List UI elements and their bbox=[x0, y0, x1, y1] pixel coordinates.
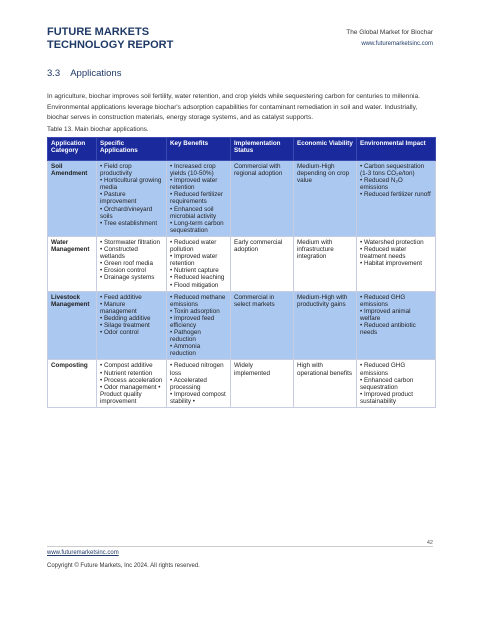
table-row bbox=[48, 360, 436, 408]
section-heading bbox=[47, 68, 121, 79]
list-item: • Stormwater filtration bbox=[100, 238, 160, 246]
list-item: • Silage treatment bbox=[100, 321, 150, 329]
document-title: The Global Market for Biochar bbox=[346, 29, 433, 36]
list-item: • Ammonia reduction bbox=[170, 343, 201, 358]
section-number: 3.3 bbox=[47, 68, 61, 79]
list-item: • Improved animal welfare bbox=[360, 307, 411, 322]
list-item: • Bedding additive bbox=[100, 314, 151, 322]
list-item: • Horticultural growing media bbox=[100, 177, 162, 192]
cell-impact bbox=[357, 291, 436, 360]
cell-applications bbox=[97, 161, 167, 237]
list-item: • Reduced GHG emissions bbox=[360, 293, 406, 308]
list-item: • Watershed protection bbox=[360, 238, 424, 246]
list-item: • Reduced fertilizer requirements bbox=[170, 191, 223, 206]
cell-status: Commercial with regional adoption bbox=[231, 161, 294, 237]
list-item: • Orchard/vineyard soils bbox=[100, 205, 153, 220]
cell-status: Early commercial adoption bbox=[231, 236, 294, 291]
list-item: • Pasture improvement bbox=[100, 191, 137, 206]
header-applications: Specific Applications bbox=[97, 138, 167, 161]
list-item: • Tree establishment bbox=[100, 219, 158, 227]
cell-applications bbox=[97, 360, 167, 408]
cell-applications bbox=[97, 236, 167, 291]
footer-website-link[interactable]: www.futuremarketsinc.com bbox=[47, 550, 119, 556]
list-item: • Manure management bbox=[100, 300, 137, 315]
list-item: • Compost additive bbox=[100, 362, 153, 370]
list-item: • Reduced water pollution bbox=[170, 238, 217, 254]
table-row bbox=[48, 161, 436, 237]
table-header-row bbox=[48, 138, 436, 161]
cell-viability: High with operational benefits bbox=[294, 360, 357, 408]
list-item: • Habitat improvement bbox=[360, 260, 423, 268]
brand-line-2: TECHNOLOGY REPORT bbox=[47, 39, 174, 51]
header-impact: Environmental Impact bbox=[357, 138, 436, 161]
page-number: 42 bbox=[426, 540, 433, 546]
list-item: • Reduced GHG emissions bbox=[360, 362, 406, 377]
list-item: • Green roof media bbox=[100, 260, 153, 268]
list-item: • Odor control bbox=[100, 329, 139, 337]
list-item: • Improved compost stability • bbox=[170, 390, 226, 405]
page-header bbox=[47, 26, 433, 52]
cell-impact bbox=[357, 161, 436, 237]
list-item: • Pathogen reduction bbox=[170, 329, 201, 344]
cell-benefits bbox=[167, 360, 231, 408]
cell-category: Water Management bbox=[48, 236, 97, 291]
cell-viability: Medium-High with productivity gains bbox=[294, 291, 357, 360]
cell-viability: Medium-High depending on crop value bbox=[294, 161, 357, 237]
list-item: • Enhanced soil microbial activity bbox=[170, 205, 217, 220]
list-item: • Carbon sequestration (1-3 tons CO₂e/ton) bbox=[360, 163, 425, 178]
cell-impact bbox=[357, 236, 436, 291]
list-item: • Flood mitigation bbox=[170, 281, 219, 289]
list-item: • Field crop productivity bbox=[100, 163, 132, 178]
cell-benefits bbox=[167, 236, 231, 291]
list-item: • Reduced fertilizer runoff bbox=[360, 191, 431, 199]
header-viability: Economic Viability bbox=[294, 138, 357, 161]
table-caption: Table 13. Main biochar applications. bbox=[47, 126, 149, 133]
list-item: • Reduced N₂O emissions bbox=[360, 177, 403, 192]
list-item: • Toxin adsorption bbox=[170, 307, 220, 315]
list-item: • Reduced leaching bbox=[170, 274, 225, 282]
list-item: • Nutrient retention bbox=[100, 369, 153, 377]
cell-applications bbox=[97, 291, 167, 360]
intro-paragraph: In agriculture, biochar improves soil fertility, water retention, and crop yields while sequestering carbon for centuries to millennia. Environmental applications leverage biochar's adsorption capabilities for contaminant remediation in soil and water. Industrially, biochar serves in construction materials, energy storage systems, and as catalyst supports. bbox=[47, 93, 420, 121]
header-category: Application Category bbox=[48, 138, 97, 161]
footer-divider bbox=[47, 546, 433, 547]
copyright-notice: Copyright © Future Markets, Inc 2024. All rights reserved. bbox=[47, 563, 200, 569]
list-item: • Reduced methane emissions bbox=[170, 293, 226, 308]
cell-benefits bbox=[167, 291, 231, 360]
list-item: • Nutrient capture bbox=[170, 267, 219, 275]
list-item: • Improved feed efficiency bbox=[170, 314, 215, 329]
applications-table bbox=[47, 137, 436, 408]
header-status: Implementation Status bbox=[231, 138, 294, 161]
list-item: • Erosion control bbox=[100, 267, 146, 275]
cell-status: Commercial in select markets bbox=[231, 291, 294, 360]
list-item: • Odor management • Product quality improvement bbox=[100, 383, 161, 405]
list-item: • Drainage systems bbox=[100, 274, 155, 282]
list-item: • Long-term carbon sequestration bbox=[170, 219, 224, 234]
list-item: • Feed additive bbox=[100, 293, 142, 301]
cell-impact bbox=[357, 360, 436, 408]
list-item: • Process acceleration bbox=[100, 376, 163, 384]
header-website-link[interactable]: www.futuremarketsinc.com bbox=[361, 41, 433, 47]
list-item: • Improved water retention bbox=[170, 177, 218, 192]
cell-status: Widely implemented bbox=[231, 360, 294, 408]
table-row bbox=[48, 291, 436, 360]
cell-category: Livestock Management bbox=[48, 291, 97, 360]
list-item: • Improved product sustainability bbox=[360, 390, 413, 405]
list-item: • Reduced nitrogen loss bbox=[170, 362, 224, 377]
list-item: • Enhanced carbon sequestration bbox=[360, 376, 414, 391]
cell-category: Soil Amendment bbox=[48, 161, 97, 237]
list-item: • Accelerated processing bbox=[170, 376, 207, 391]
cell-category: Composting bbox=[48, 360, 97, 408]
section-title: Applications bbox=[70, 68, 122, 79]
list-item: • Reduced water treatment needs bbox=[360, 246, 407, 261]
list-item: • Constructed wetlands bbox=[100, 246, 138, 261]
table-row bbox=[48, 236, 436, 291]
list-item: • Increased crop yields (10-50%) bbox=[170, 163, 216, 178]
cell-viability: Medium with infrastructure integration bbox=[294, 236, 357, 291]
list-item: • Improved water retention bbox=[170, 253, 218, 268]
brand-line-1: FUTURE MARKETS bbox=[47, 26, 150, 38]
header-benefits: Key Benefits bbox=[167, 138, 231, 161]
cell-benefits bbox=[167, 161, 231, 237]
list-item: • Reduced antibiotic needs bbox=[360, 321, 416, 337]
